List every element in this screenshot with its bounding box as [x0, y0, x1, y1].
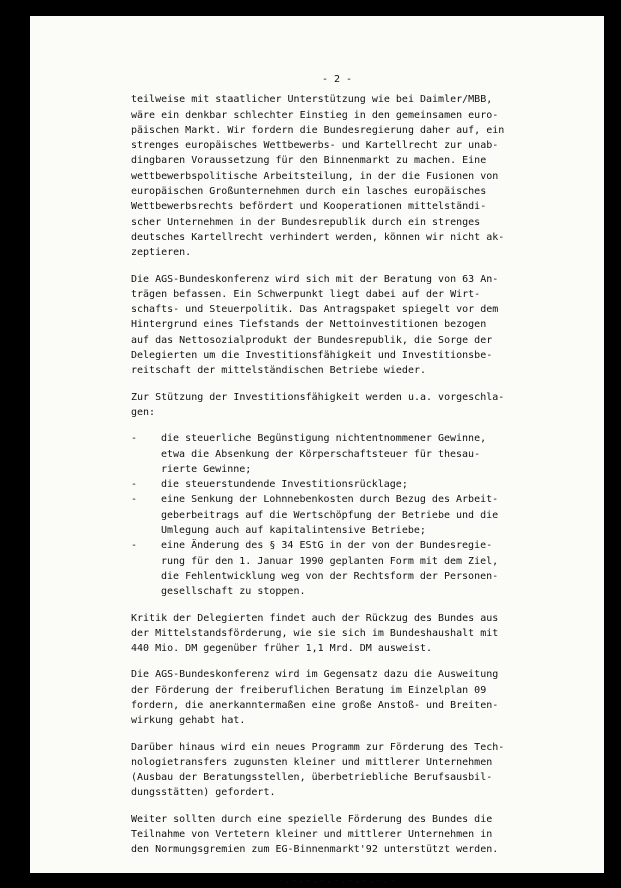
text-line: Die AGS-Bundeskonferenz wird sich mit der Beratung von 63 An- [131, 273, 499, 285]
text-line: Die AGS-Bundeskonferenz wird im Gegensatz dazu die Ausweitung [131, 669, 499, 681]
bullet-dash: - [131, 494, 138, 506]
text-line: wäre ein denkbar schlechter Einstieg in den gemeinsamen euro- [131, 109, 499, 121]
bullet-dash: - [131, 433, 138, 445]
list-item [131, 538, 543, 553]
document-page [30, 16, 604, 886]
text-line: (Ausbau der Beratungsstellen, überbetriebliche Berufsausbil- [131, 772, 493, 784]
paragraph [131, 812, 543, 858]
text-line: 440 Mio. DM gegenüber früher 1,1 Mrd. DM ausweist. [131, 643, 433, 655]
text-line: scher Unternehmen in der Bundesrepublik durch ein strenges [131, 216, 481, 228]
bullet-dash: - [131, 479, 138, 491]
text-line: Hintergrund eines Tiefstands der Nettoinvestitionen bezogen [131, 319, 487, 331]
list-item-continuation [131, 554, 543, 569]
text-line: europäischen Großunternehmen durch ein lasches europäisches [131, 186, 487, 198]
list-item-text: eine Änderung des § 34 EStG in der von der Bundesregie- [161, 540, 493, 552]
text-line: deutsches Kartellrecht verhindert werden, können wir nicht ak- [131, 231, 505, 243]
text-line: teilweise mit staatlicher Unterstützung wie bei Daimler/MBB, [131, 94, 493, 106]
bullet-list [131, 431, 543, 599]
text-line: Delegierten um die Investitionsfähigkeit und Investitionsbe- [131, 350, 493, 362]
text-line: wirkung gehabt hat. [131, 715, 246, 727]
paragraph [131, 667, 543, 728]
text-line: Zur Stützung der Investitionsfähigkeit werden u.a. vorgeschla- [131, 391, 505, 403]
list-item-text: die steuerstundende Investitionsrücklage; [161, 479, 408, 491]
list-item-text: die steuerliche Begünstigung nichtentnommener Gewinne, [161, 433, 487, 445]
list-item-continuation [131, 462, 543, 477]
text-line: Teilnahme von Vertetern kleiner und mittlerer Unternehmen in [131, 829, 493, 841]
text-line: gen: [131, 406, 156, 418]
text-line: dungsstätten) gefordert. [131, 787, 276, 799]
list-item-text: Umlegung auch auf kapitalintensive Betriebe; [161, 525, 426, 537]
paragraph [131, 611, 543, 657]
text-line: trägen befassen. Ein Schwerpunkt liegt dabei auf der Wirt- [131, 288, 481, 300]
text-line: zeptieren. [131, 247, 192, 259]
document-content [131, 92, 543, 868]
text-line: der Mittelstandsförderung, wie sie sich im Bundeshaushalt mit [131, 627, 499, 639]
paragraph [131, 740, 543, 801]
text-line: reitschaft der mittelständischen Betriebe wieder. [131, 365, 427, 377]
text-line: päischen Markt. Wir fordern die Bundesregierung daher auf, ein [131, 124, 505, 136]
list-item-continuation [131, 447, 543, 462]
text-line: auf das Nettosozialprodukt der Bundesrepublik, die Sorge der [131, 334, 493, 346]
list-item [131, 431, 543, 446]
text-line: Kritik der Delegierten findet auch der Rückzug des Bundes aus [131, 612, 499, 624]
text-line: schafts- und Steuerpolitik. Das Antragspaket spiegelt vor dem [131, 304, 499, 316]
list-item-text: etwa die Absenkung der Körperschaftsteuer für thesau- [161, 448, 481, 460]
paragraph [131, 272, 543, 379]
list-item-text: die Fehlentwicklung weg von der Rechtsform der Personen- [161, 570, 499, 582]
text-line: Darüber hinaus wird ein neues Programm zur Förderung des Tech- [131, 741, 505, 753]
list-item-continuation [131, 569, 543, 584]
paragraph [131, 92, 543, 260]
text-line: nologietransfers zugunsten kleiner und mittlerer Unternehmen [131, 756, 493, 768]
text-line: Wettbewerbsrechts befördert und Kooperationen mittelständi- [131, 201, 487, 213]
document-body [131, 72, 543, 888]
list-item [131, 492, 543, 507]
text-line: der Förderung der freiberuflichen Beratung im Einzelplan 09 [131, 684, 487, 696]
text-line: wettbewerbspolitische Arbeitsteilung, in der die Fusionen von [131, 170, 499, 182]
list-item-continuation [131, 508, 543, 523]
list-item [131, 477, 543, 492]
text-line: strenges europäisches Wettbewerbs- und Kartellrecht zur unab- [131, 140, 499, 152]
list-item-text: rierte Gewinne; [161, 463, 252, 475]
list-item-continuation [131, 584, 543, 599]
list-item-text: rung für den 1. Januar 1990 geplanten Form mit dem Ziel, [161, 555, 499, 567]
list-item-text: geberbeitrags auf die Wertschöpfung der Betriebe und die [161, 509, 499, 521]
list-item-continuation [131, 523, 543, 538]
end-mark: -.-.-.-.-.-.-.-.- [277, 874, 397, 886]
text-line: fordern, die anerkanntermaßen eine große Anstoß- und Breiten- [131, 699, 499, 711]
paragraph [131, 390, 543, 421]
text-line: Weiter sollten durch eine spezielle Förderung des Bundes die [131, 813, 493, 825]
page-number: - 2 - [321, 74, 353, 85]
list-item-text: gesellschaft zu stoppen. [161, 586, 306, 598]
bullet-dash: - [131, 540, 138, 552]
text-line: den Normungsgremien zum EG-Binnenmarkt'92 unterstützt werden. [131, 844, 499, 856]
text-line: dingbaren Voraussetzung für den Binnenmarkt zu machen. Eine [131, 155, 487, 167]
list-item-text: eine Senkung der Lohnnebenkosten durch Bezug des Arbeit- [161, 494, 499, 506]
